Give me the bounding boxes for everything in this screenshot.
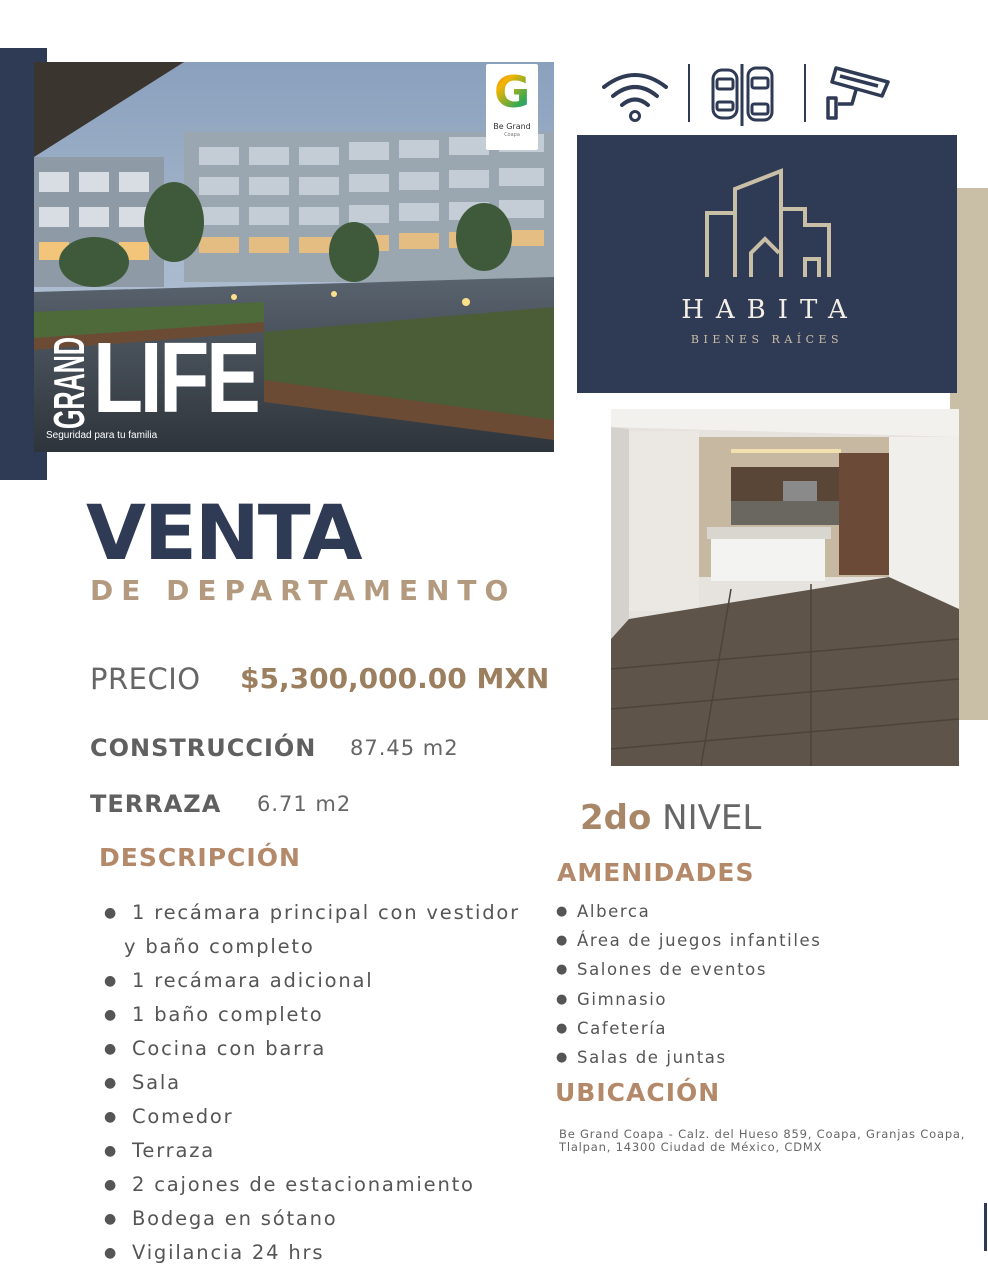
list-item-continuation: y baño completo (124, 935, 315, 958)
list-item: ● Gimnasio (556, 985, 956, 1014)
habita-logo-panel (577, 135, 957, 393)
list-item: ● Sala (104, 1066, 544, 1100)
bullet-icon: ● (104, 1245, 119, 1261)
icon-divider (688, 64, 690, 122)
location-address: Be Grand Coapa - Calz. del Hueso 859, Coapa, Granjas Coapa, Tlalpan, 14300 Ciudad de México, CDMX (559, 1127, 966, 1154)
bullet-icon: ● (556, 1050, 569, 1066)
icon-divider (804, 64, 806, 122)
be-grand-brand: Be Grand (493, 122, 531, 131)
corner-accent-line (984, 1203, 987, 1251)
list-item: ● Salas de juntas (556, 1043, 956, 1072)
bullet-icon: ● (556, 933, 569, 949)
list-item: ● Área de juegos infantiles (556, 926, 956, 955)
list-item: ● 1 recámara principal con vestidor (104, 896, 544, 930)
page-subtitle: DE DEPARTAMENTO (90, 574, 517, 607)
security-camera-icon (826, 64, 892, 124)
amenities-list (556, 897, 956, 1072)
be-grand-badge (486, 64, 538, 150)
floor-level (580, 798, 761, 838)
list-item: ● 1 recámara adicional (104, 964, 544, 998)
interior-photo-kitchen (611, 409, 959, 766)
bullet-icon: ● (104, 1041, 119, 1057)
list-item: ● Comedor (104, 1100, 544, 1134)
amenity-icons-row (600, 62, 900, 126)
svg-text:GRAND: GRAND (45, 267, 94, 429)
list-item: ● Bodega en sótano (104, 1202, 544, 1236)
bullet-icon: ● (104, 1075, 119, 1091)
amenities-title: AMENIDADES (557, 858, 755, 887)
location-title: UBICACIÓN (555, 1078, 721, 1107)
list-item: ● 2 cajones de estacionamiento (104, 1168, 544, 1202)
brand-subtitle: BIENES RAÍCES (690, 333, 844, 346)
terrace-label: TERRAZA (90, 790, 222, 818)
bullet-icon: ● (104, 1177, 119, 1193)
list-item: ● Vigilancia 24 hrs (104, 1236, 544, 1270)
price-value: $5,300,000.00 MXN (240, 662, 550, 695)
price-label: PRECIO (90, 662, 201, 696)
bullet-icon: ● (556, 904, 569, 919)
bullet-icon: ● (104, 1007, 119, 1023)
floor-level-number: 2do (580, 798, 652, 838)
list-item: ● Terraza (104, 1134, 544, 1168)
bullet-icon: ● (104, 1143, 119, 1159)
bullet-icon: ● (556, 1020, 569, 1036)
description-title: DESCRIPCIÓN (99, 843, 301, 872)
building-logo-icon (705, 169, 831, 279)
terrace-value: 6.71 m2 (257, 792, 352, 816)
bullet-icon: ● (556, 962, 569, 978)
be-grand-logo-letter: G (486, 64, 538, 122)
list-item: ● Salones de eventos (556, 955, 956, 984)
construction-value: 87.45 m2 (350, 736, 459, 760)
list-item: ● Cocina con barra (104, 1032, 544, 1066)
page-title: VENTA (86, 488, 361, 577)
bullet-icon: ● (104, 973, 119, 989)
bullet-icon: ● (104, 905, 119, 921)
bullet-icon: ● (556, 991, 569, 1007)
be-grand-location: Coapa (504, 132, 520, 138)
brand-name: HABITA (681, 295, 859, 325)
bullet-icon: ● (104, 1109, 119, 1125)
wifi-icon (600, 67, 670, 123)
bullet-icon: ● (104, 1211, 119, 1227)
list-item: ● 1 baño completo (104, 998, 544, 1032)
list-item: ● Cafetería (556, 1014, 956, 1043)
grand-word (44, 267, 94, 429)
floor-level-word: NIVEL (662, 798, 762, 838)
life-word: LIFE (93, 322, 258, 434)
description-list (104, 896, 544, 1270)
hero-tagline: Seguridad para tu familia (46, 430, 158, 441)
parking-cars-icon (708, 64, 778, 126)
construction-label: CONSTRUCCIÓN (90, 734, 317, 762)
list-item: ● Alberca (556, 897, 956, 926)
